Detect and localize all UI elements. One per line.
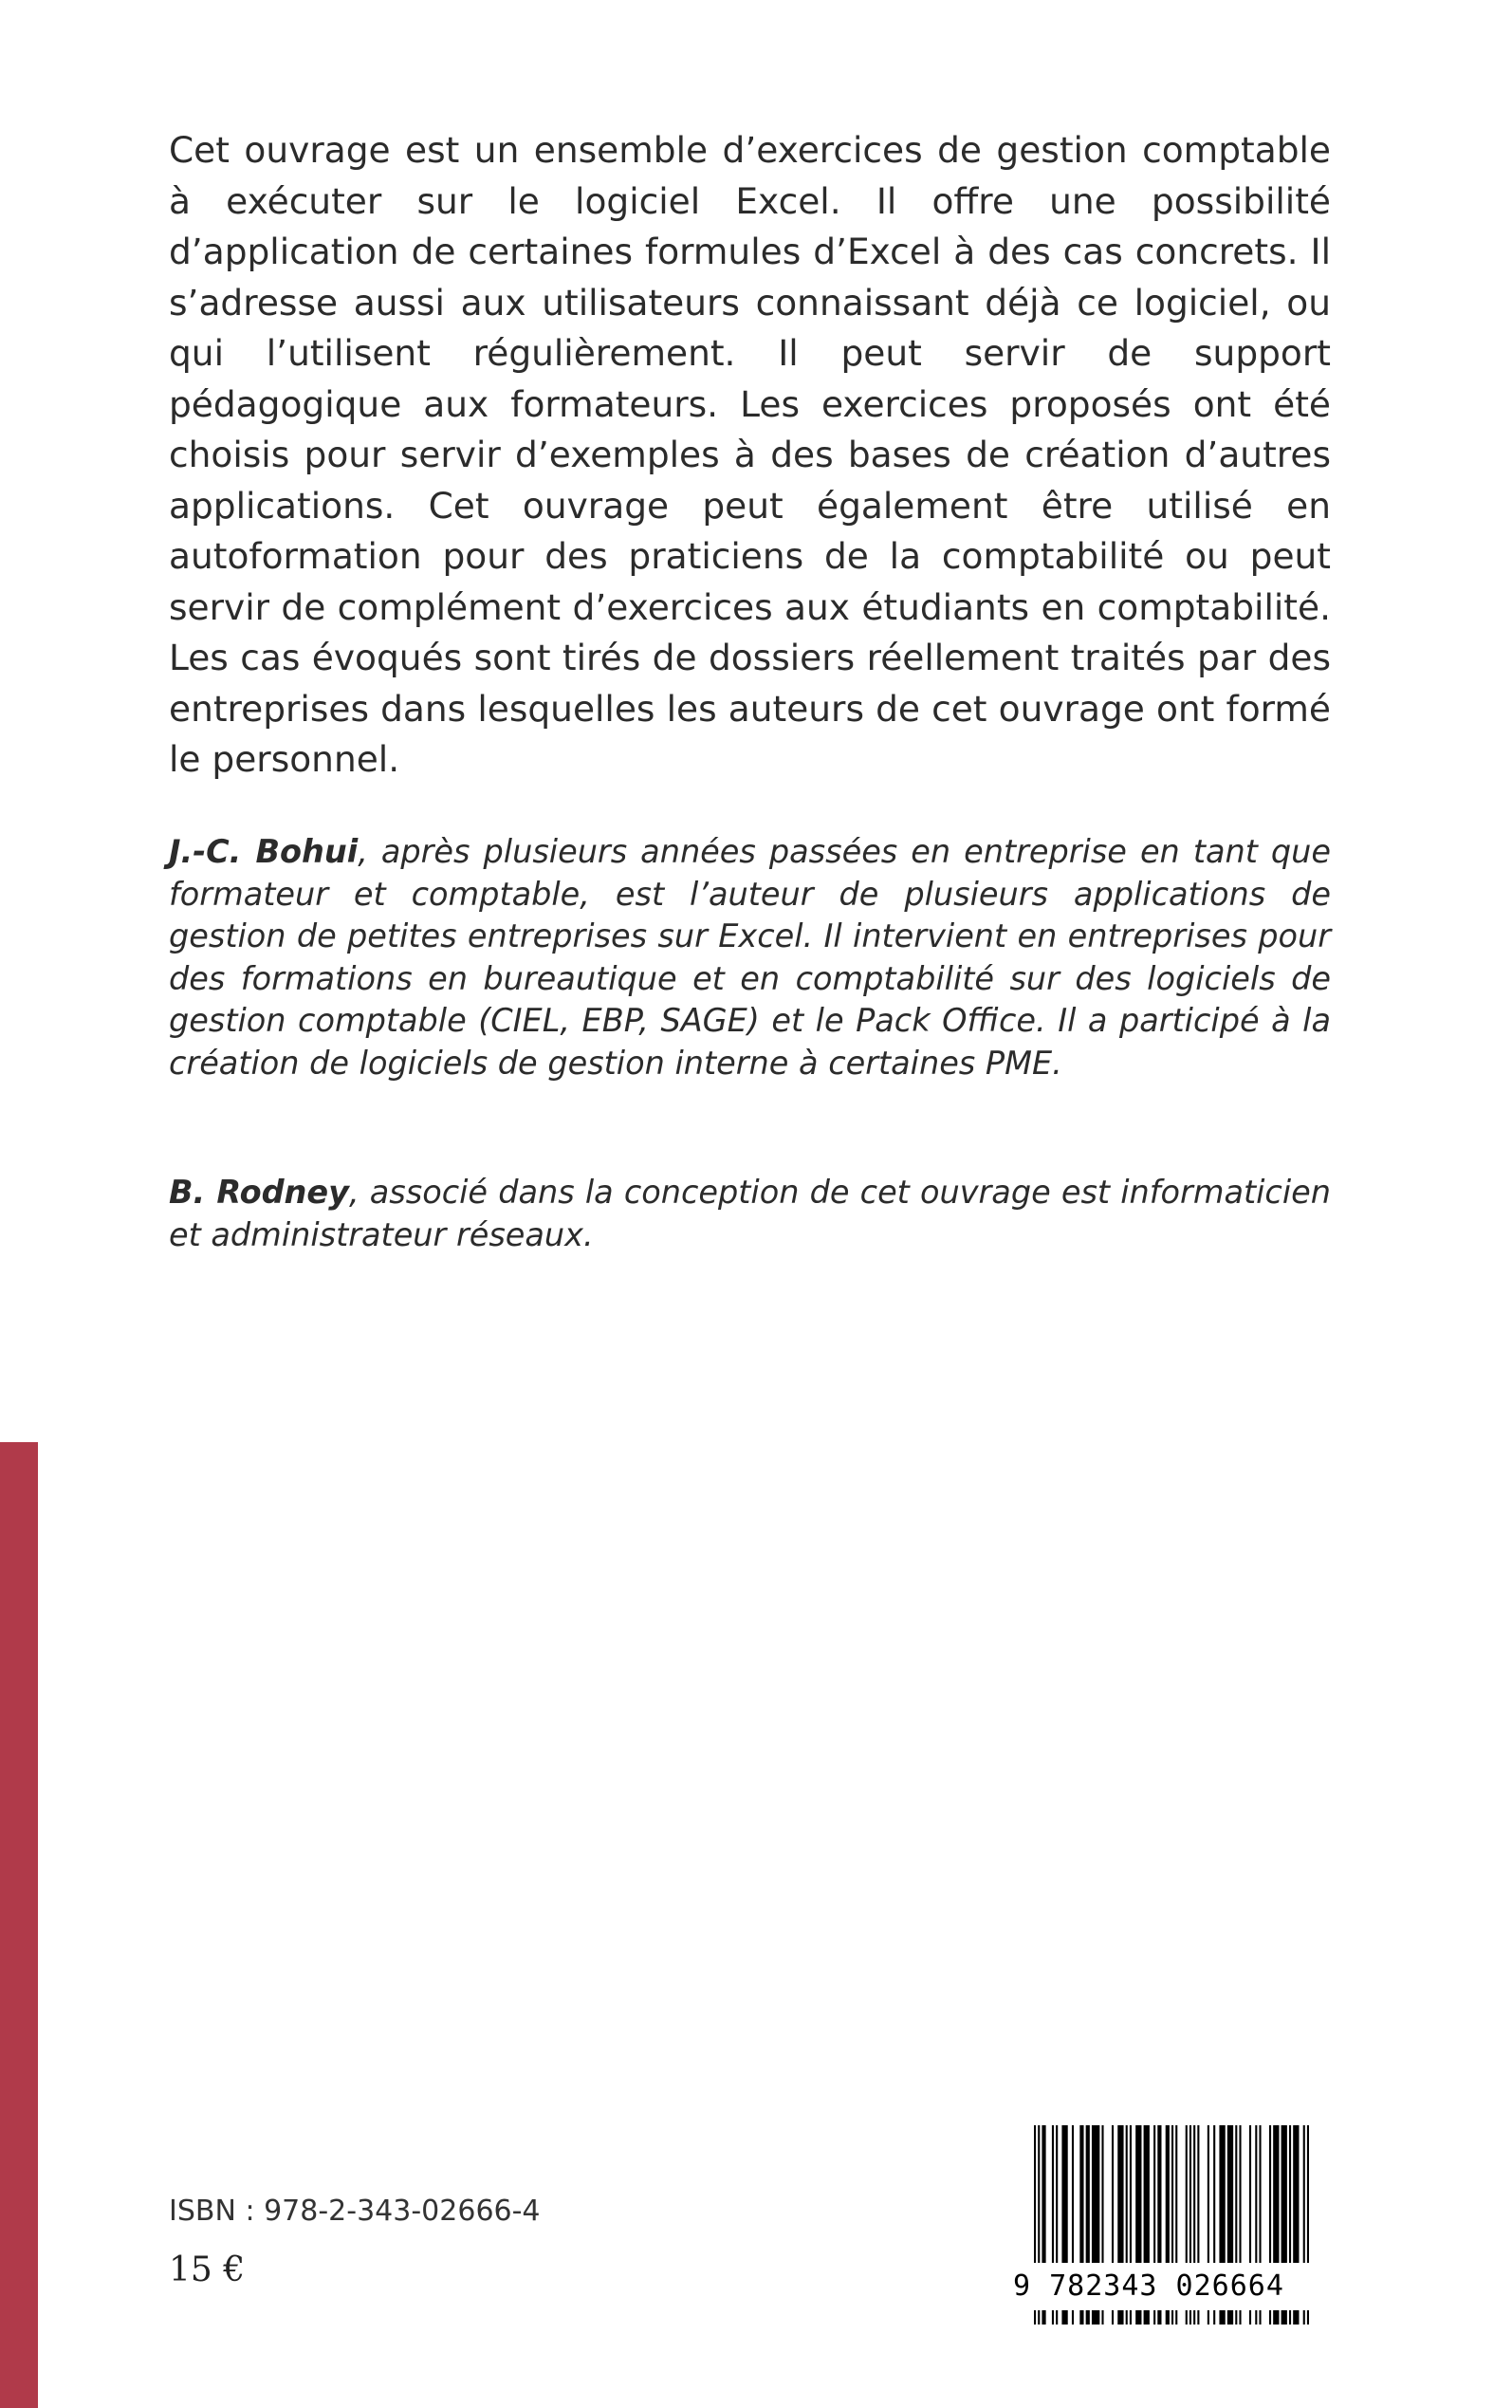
barcode-digits: 9 782343 026664 — [1013, 2263, 1317, 2310]
book-description: Cet ouvrage est un ensemble d’exercices de gestion comptable à exécuter sur le logiciel Excel. Il offre une possibilité d’application de certaines formules d’Excel à des cas concrets. Il s’adresse aussi aux utilisateurs connaissant déjà ce logiciel, ou qui l’utilisent régulièrement. Il peut servir de support pédagogique aux formateurs. Les exercices proposés ont été choisis pour servir d’exemples à des bases de création d’autres applications. Cet ouvrage peut également être utilisé en autoformation pour des praticiens de la comptabilité ou peut servir de complément d’exercices aux étudiants en comptabilité. Les cas évoqués sont tirés de dossiers réellement traités par des entreprises dans lesquelles les auteurs de cet ouvrage ont formé le personnel. — [169, 129, 1331, 780]
author-bio-text: , après plusieurs années passées en entreprise en tant que formateur et comptable, est l’auteur de plusieurs applications de gestion de petites entreprises sur Excel. Il intervient en entreprises pour des formations en bureautique et en comptabilité sur des logiciels de gestion comptable (CIEL, EBP, SAGE) et le Pack Office. Il a participé à la création de logiciels de gestion interne à certaines PME. — [169, 833, 1331, 1082]
author-bio-rodney — [169, 1172, 1331, 1256]
isbn-label: ISBN : 978-2-343-02666-4 — [169, 2195, 541, 2228]
author-bio-bohui — [169, 831, 1331, 1084]
author-name: B. Rodney — [169, 1174, 349, 1211]
price-label: 15 € — [169, 2251, 246, 2289]
author-bio-text: , associé dans la conception de cet ouvrage est informaticien et administrateur réseaux. — [169, 1174, 1332, 1253]
side-color-band — [0, 1442, 38, 2408]
author-name: J.-C. Bohui — [169, 833, 359, 870]
